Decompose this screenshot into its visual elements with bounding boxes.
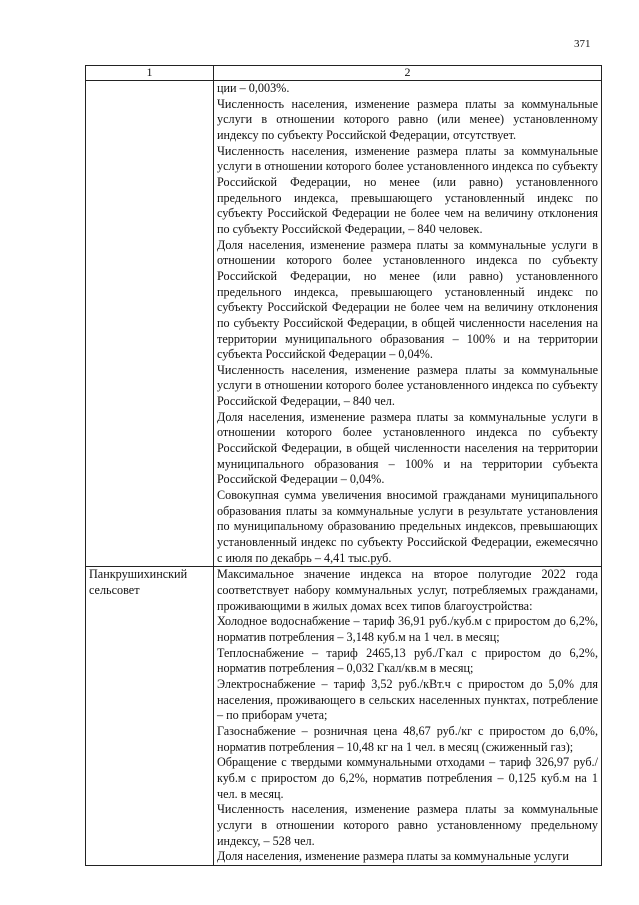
paragraph: Максимальное значение индекса на второе полугодие 2022 года соответствует набору коммунальных услуг, потребляемых гражданами, проживающими в жилых домах всех типов благоустройства:	[217, 567, 598, 613]
description-cell	[214, 567, 602, 865]
municipality-cell: Панкрушихинский сельсовет	[86, 567, 214, 865]
paragraph: Численность населения, изменение размера платы за коммунальные услуги в отношении которого равно (или менее) установленному индексу по субъекту Российской Федерации, отсутствует.	[217, 96, 598, 142]
header-col-1: 1	[86, 66, 214, 81]
table-header-row	[86, 66, 602, 81]
table-row	[86, 81, 602, 567]
paragraph: Доля населения, изменение размера платы за коммунальные услуги в отношении которого более установленного индекса по субъекту Российской Федерации, в общей численности населения на территории муниципального образования – 100% и на территории субъекта Российской Федерации – 0,04%.	[217, 409, 598, 487]
paragraph: Доля населения, изменение размера платы за коммунальные услуги в отношении которого более установленного индекса по субъекту Российской Федерации, но менее (или равно) установленного предельного индекса, превышающего установленный индекс по субъекту Российской Федерации не более чем на величину отклонения по субъекту Российской Федерации, в общей численности населения на территории муниципального образования – 100% и на территории субъекта Российской Федерации – 0,04%.	[217, 237, 598, 362]
paragraph: Теплоснабжение – тариф 2465,13 руб./Гкал с приростом до 6,2%, норматив потребления – 0,032 Гкал/кв.м в месяц;	[217, 645, 598, 676]
paragraph: Совокупная сумма увеличения вносимой гражданами муниципального образования платы за коммунальные услуги в результате установления по муниципальному образованию предельных индексов, превышающих установленный индекс по субъекту Российской Федерации, ежемесячно с июля по декабрь – 4,41 тыс.руб.	[217, 488, 598, 565]
header-col-2: 2	[214, 66, 602, 81]
paragraph: Численность населения, изменение размера платы за коммунальные услуги в отношении которого более установленного индекса по субъекту Российской Федерации, – 840 чел.	[217, 362, 598, 409]
paragraph: Газоснабжение – розничная цена 48,67 руб./кг с приростом до 6,0%, норматив потребления – 10,48 кг на 1 чел. в месяц (сжиженный газ);	[217, 723, 598, 754]
paragraph: Холодное водоснабжение – тариф 36,91 руб./куб.м с приростом до 6,2%, норматив потребления – 3,148 куб.м на 1 чел. в месяц;	[217, 614, 598, 644]
table-row	[86, 567, 602, 865]
paragraph: Доля населения, изменение размера платы за коммунальные услуги	[217, 849, 569, 864]
index-table	[85, 65, 602, 866]
paragraph: Численность населения, изменение размера платы за коммунальные услуги в отношении которого равно установленному предельному индексу, – 528 чел.	[217, 802, 598, 848]
paragraph: Обращение с твердыми коммунальными отходами – тариф 326,97 руб./куб.м с приростом до 6,2%, норматив потребления – 0,125 куб.м на 1 чел. в месяц.	[217, 755, 598, 801]
municipality-cell	[86, 81, 214, 567]
paragraph: Электроснабжение – тариф 3,52 руб./кВт.ч с приростом до 5,0% для населения, проживающего в сельских населенных пунктах, потребление – по приборам учета;	[217, 676, 598, 723]
paragraph: Численность населения, изменение размера платы за коммунальные услуги в отношении которого более установленного индекса по субъекту Российской Федерации, но менее (или равно) установленного предельного индекса, превышающего установленный индекс по субъекту Российской Федерации не более чем на величину отклонения по субъекту Российской Федерации, – 840 человек.	[217, 143, 598, 236]
page-number: 371	[574, 38, 591, 50]
paragraph: ции – 0,003%.	[217, 81, 290, 95]
description-cell	[214, 81, 602, 567]
